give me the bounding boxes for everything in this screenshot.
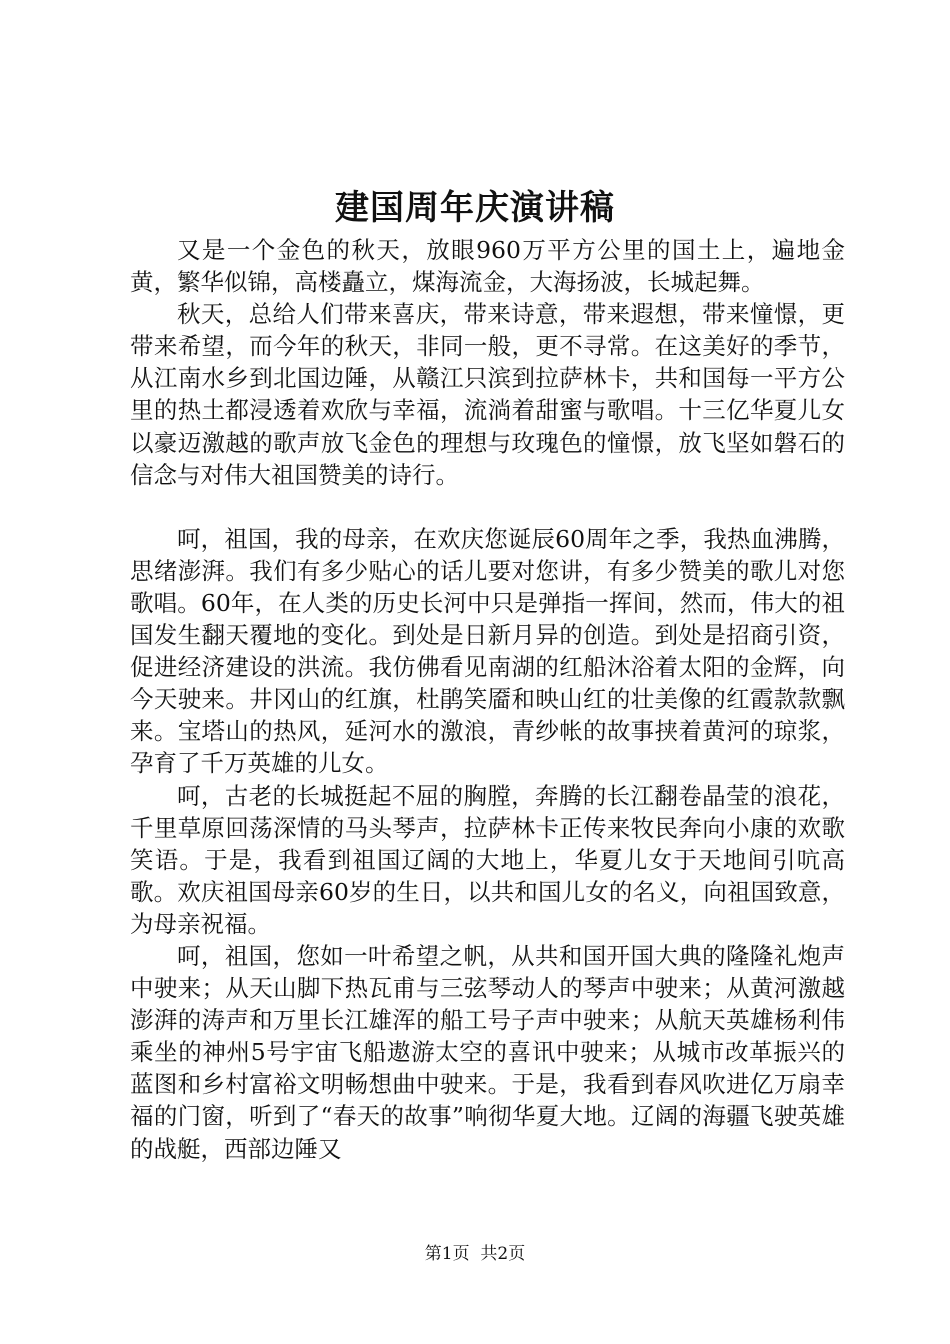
paragraph-4: 呵，古老的长城挺起不屈的胸膛，奔腾的长江翻卷晶莹的浪花，千里草原回荡深情的马头琴声，拉萨林卡正传来牧民奔向小康的欢歌笑语。于是，我看到祖国辽阔的大地上，华夏儿女于天地间引吭高歌。欢庆祖国母亲60岁的生日，以共和国儿女的名义，向祖国致意，为母亲祝福。 (130, 781, 845, 938)
paragraph-1: 又是一个金色的秋天，放眼960万平方公里的国土上，遍地金黄，繁华似锦，高楼矗立，煤海流金，大海扬波，长城起舞。 (130, 236, 845, 297)
paragraph-3: 呵，祖国，我的母亲，在欢庆您诞辰60周年之季，我热血沸腾，思绪澎湃。我们有多少贴心的话儿要对您讲，有多少赞美的歌儿对您歌唱。60年，在人类的历史长河中只是弹指一挥间，然而，伟大的祖国发生翻天覆地的变化。到处是日新月异的创造。到处是招商引资，促进经济建设的洪流。我仿佛看见南湖的红船沐浴着太阳的金辉，向今天驶来。井冈山的红旗，杜鹃笑靥和映山红的壮美像的红霞款款飘来。宝塔山的热风，延河水的激浪，青纱帐的故事挟着黄河的琼浆，孕育了千万英雄的儿女。 (130, 524, 845, 778)
paragraph-2: 秋天，总给人们带来喜庆，带来诗意，带来遐想，带来憧憬，更带来希望，而今年的秋天，非同一般，更不寻常。在这美好的季节，从江南水乡到北国边陲，从赣江只滨到拉萨林卡，共和国每一平方公里的热土都浸透着欢欣与幸福，流淌着甜蜜与歌唱。十三亿华夏儿女以豪迈激越的歌声放飞金色的理想与玫瑰色的憧憬，放飞坚如磐石的信念与对伟大祖国赞美的诗行。 (130, 300, 845, 489)
paragraph-5: 呵，祖国，您如一叶希望之帆，从共和国开国大典的隆隆礼炮声中驶来；从天山脚下热瓦甫与三弦琴动人的琴声中驶来；从黄河激越澎湃的涛声和万里长江雄浑的船工号子声中驶来；从航天英雄杨利伟乘坐的神州5号宇宙飞船遨游太空的喜讯中驶来；从城市改革振兴的蓝图和乡村富裕文明畅想曲中驶来。于是，我看到春风吹进亿万扇幸福的门窗，听到了“春天的故事”响彻华夏大地。辽阔的海疆飞驶英雄的战艇，西部边陲又 (130, 941, 845, 1163)
page-footer: 第1页 共2页 (424, 1244, 526, 1264)
document-title: 建国周年庆演讲稿 (335, 188, 615, 228)
document-body (130, 234, 845, 1165)
